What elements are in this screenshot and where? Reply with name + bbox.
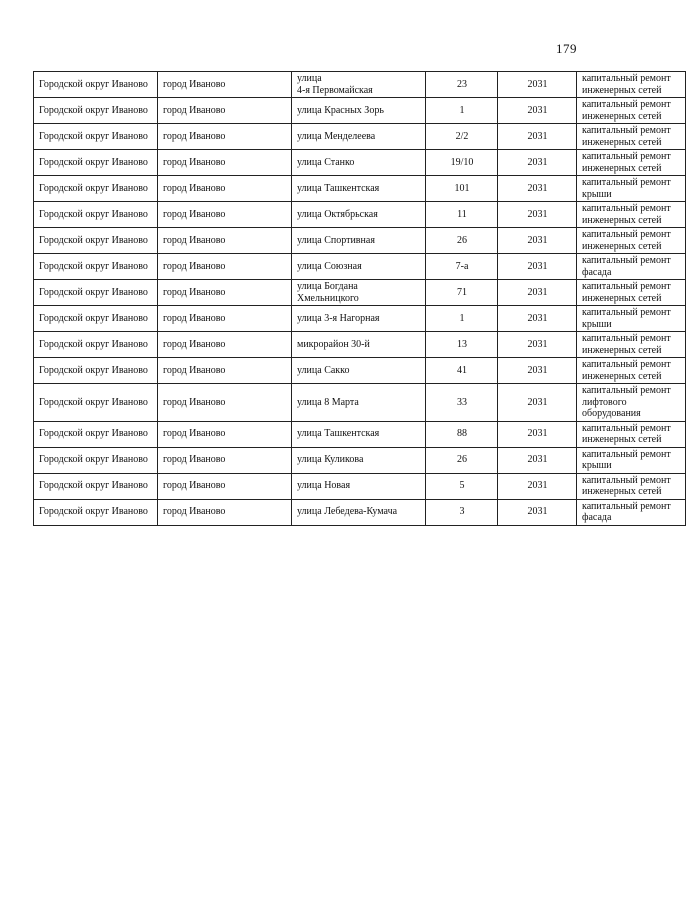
year-cell: 2031: [498, 150, 577, 176]
house-number-cell: 2/2: [426, 124, 498, 150]
work-type-cell: капитальный ремонт фасада: [577, 499, 686, 525]
district-cell: Городской округ Иваново: [34, 124, 158, 150]
year-cell: 2031: [498, 228, 577, 254]
work-type-cell: капитальный ремонт инженерных сетей: [577, 358, 686, 384]
table-row: [34, 280, 686, 306]
work-type-cell: капитальный ремонт крыши: [577, 306, 686, 332]
work-type-cell: капитальный ремонт фасада: [577, 254, 686, 280]
table-row: [34, 306, 686, 332]
house-number-cell: 33: [426, 384, 498, 422]
year-cell: 2031: [498, 421, 577, 447]
city-cell: город Иваново: [158, 228, 292, 254]
work-type-cell: капитальный ремонт инженерных сетей: [577, 280, 686, 306]
table-row: [34, 473, 686, 499]
table-row: [34, 499, 686, 525]
table-row: [34, 98, 686, 124]
house-number-cell: 26: [426, 228, 498, 254]
year-cell: 2031: [498, 98, 577, 124]
work-type-cell: капитальный ремонт инженерных сетей: [577, 473, 686, 499]
street-cell: улица Октябрьская: [292, 202, 426, 228]
street-cell: улица Ташкентская: [292, 421, 426, 447]
page-number: 179: [556, 41, 577, 56]
street-cell: улица Станко: [292, 150, 426, 176]
year-cell: 2031: [498, 384, 577, 422]
city-cell: город Иваново: [158, 202, 292, 228]
house-number-cell: 101: [426, 176, 498, 202]
year-cell: 2031: [498, 447, 577, 473]
street-cell: улица Ташкентская: [292, 176, 426, 202]
repair-schedule-table: [33, 71, 686, 526]
district-cell: Городской округ Иваново: [34, 280, 158, 306]
work-type-cell: капитальный ремонт инженерных сетей: [577, 228, 686, 254]
street-cell: улица 8 Марта: [292, 384, 426, 422]
city-cell: город Иваново: [158, 473, 292, 499]
table-row: [34, 176, 686, 202]
work-type-cell: капитальный ремонт инженерных сетей: [577, 332, 686, 358]
city-cell: город Иваново: [158, 421, 292, 447]
house-number-cell: 88: [426, 421, 498, 447]
work-type-cell: капитальный ремонт крыши: [577, 447, 686, 473]
table-row: [34, 384, 686, 422]
house-number-cell: 19/10: [426, 150, 498, 176]
city-cell: город Иваново: [158, 358, 292, 384]
city-cell: город Иваново: [158, 150, 292, 176]
work-type-cell: капитальный ремонт крыши: [577, 176, 686, 202]
table-row: [34, 72, 686, 98]
district-cell: Городской округ Иваново: [34, 72, 158, 98]
year-cell: 2031: [498, 499, 577, 525]
street-cell: улица Красных Зорь: [292, 98, 426, 124]
street-cell: улица Богдана Хмельницкого: [292, 280, 426, 306]
district-cell: Городской округ Иваново: [34, 228, 158, 254]
city-cell: город Иваново: [158, 176, 292, 202]
city-cell: город Иваново: [158, 98, 292, 124]
year-cell: 2031: [498, 332, 577, 358]
table-row: [34, 124, 686, 150]
house-number-cell: 13: [426, 332, 498, 358]
district-cell: Городской округ Иваново: [34, 306, 158, 332]
district-cell: Городской округ Иваново: [34, 447, 158, 473]
house-number-cell: 41: [426, 358, 498, 384]
work-type-cell: капитальный ремонт инженерных сетей: [577, 202, 686, 228]
work-type-cell: капитальный ремонт инженерных сетей: [577, 124, 686, 150]
city-cell: город Иваново: [158, 72, 292, 98]
district-cell: Городской округ Иваново: [34, 254, 158, 280]
street-cell: улица 4-я Первомайская: [292, 72, 426, 98]
house-number-cell: 23: [426, 72, 498, 98]
street-cell: улица Новая: [292, 473, 426, 499]
street-cell: улица Сакко: [292, 358, 426, 384]
street-cell: микрорайон 30-й: [292, 332, 426, 358]
year-cell: 2031: [498, 358, 577, 384]
table-row: [34, 150, 686, 176]
year-cell: 2031: [498, 72, 577, 98]
table-row: [34, 254, 686, 280]
city-cell: город Иваново: [158, 499, 292, 525]
year-cell: 2031: [498, 254, 577, 280]
street-cell: улица Куликова: [292, 447, 426, 473]
work-type-cell: капитальный ремонт инженерных сетей: [577, 150, 686, 176]
table-row: [34, 202, 686, 228]
year-cell: 2031: [498, 306, 577, 332]
house-number-cell: 5: [426, 473, 498, 499]
year-cell: 2031: [498, 473, 577, 499]
year-cell: 2031: [498, 280, 577, 306]
district-cell: Городской округ Иваново: [34, 150, 158, 176]
house-number-cell: 1: [426, 98, 498, 124]
city-cell: город Иваново: [158, 447, 292, 473]
district-cell: Городской округ Иваново: [34, 98, 158, 124]
city-cell: город Иваново: [158, 280, 292, 306]
district-cell: Городской округ Иваново: [34, 473, 158, 499]
work-type-cell: капитальный ремонт инженерных сетей: [577, 421, 686, 447]
city-cell: город Иваново: [158, 306, 292, 332]
house-number-cell: 26: [426, 447, 498, 473]
district-cell: Городской округ Иваново: [34, 176, 158, 202]
year-cell: 2031: [498, 124, 577, 150]
work-type-cell: капитальный ремонт лифтового оборудования: [577, 384, 686, 422]
district-cell: Городской округ Иваново: [34, 384, 158, 422]
work-type-cell: капитальный ремонт инженерных сетей: [577, 72, 686, 98]
table-row: [34, 228, 686, 254]
district-cell: Городской округ Иваново: [34, 358, 158, 384]
house-number-cell: 3: [426, 499, 498, 525]
year-cell: 2031: [498, 202, 577, 228]
work-type-cell: капитальный ремонт инженерных сетей: [577, 98, 686, 124]
house-number-cell: 71: [426, 280, 498, 306]
house-number-cell: 1: [426, 306, 498, 332]
city-cell: город Иваново: [158, 124, 292, 150]
table-row: [34, 447, 686, 473]
street-cell: улица 3-я Нагорная: [292, 306, 426, 332]
table-row: [34, 332, 686, 358]
street-cell: улица Лебедева-Кумача: [292, 499, 426, 525]
district-cell: Городской округ Иваново: [34, 202, 158, 228]
table-row: [34, 358, 686, 384]
table-row: [34, 421, 686, 447]
district-cell: Городской округ Иваново: [34, 332, 158, 358]
district-cell: Городской округ Иваново: [34, 421, 158, 447]
city-cell: город Иваново: [158, 254, 292, 280]
street-cell: улица Менделеева: [292, 124, 426, 150]
street-cell: улица Спортивная: [292, 228, 426, 254]
city-cell: город Иваново: [158, 332, 292, 358]
table-body: [34, 72, 686, 526]
street-cell: улица Союзная: [292, 254, 426, 280]
house-number-cell: 7-а: [426, 254, 498, 280]
city-cell: город Иваново: [158, 384, 292, 422]
district-cell: Городской округ Иваново: [34, 499, 158, 525]
year-cell: 2031: [498, 176, 577, 202]
house-number-cell: 11: [426, 202, 498, 228]
